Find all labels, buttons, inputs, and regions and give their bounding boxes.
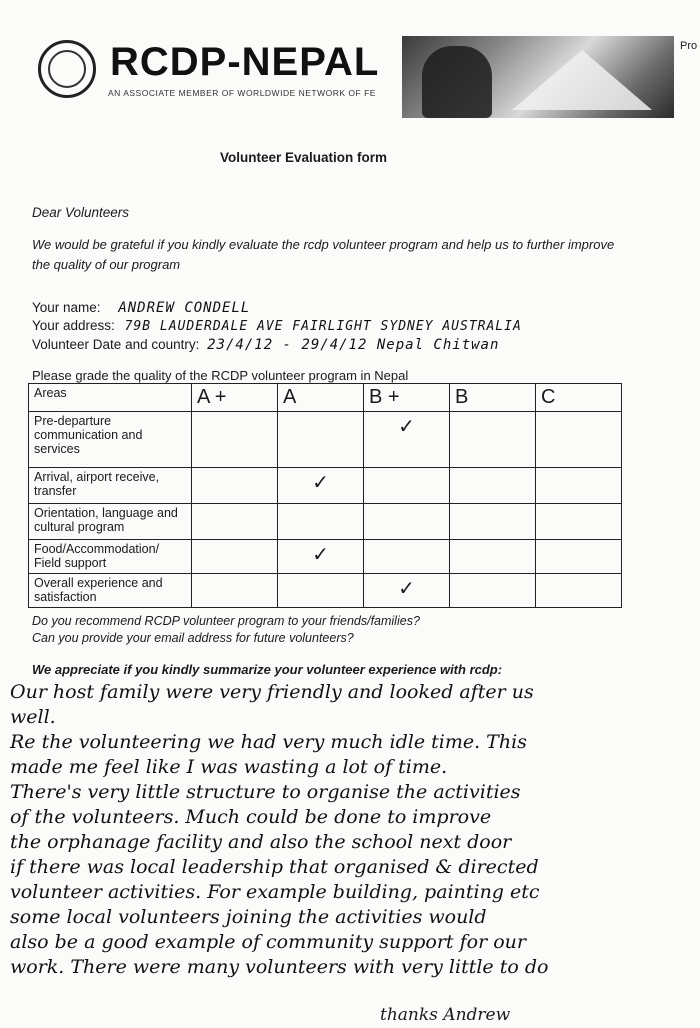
grade-cell[interactable] bbox=[536, 540, 622, 574]
grade-cell[interactable]: ✓ bbox=[278, 468, 364, 504]
header-b: B bbox=[450, 384, 536, 412]
handwritten-line: Re the volunteering we had very much idle time. This bbox=[10, 731, 527, 753]
grade-cell[interactable] bbox=[450, 468, 536, 504]
grade-cell[interactable] bbox=[364, 468, 450, 504]
date-value: 23/4/12 - 29/4/12 Nepal Chitwan bbox=[207, 337, 500, 353]
header-photo bbox=[402, 36, 674, 118]
form-title: Volunteer Evaluation form bbox=[220, 150, 388, 165]
address-label: Your address: bbox=[32, 318, 115, 333]
grade-cell[interactable] bbox=[192, 504, 278, 540]
handwritten-line: some local volunteers joining the activities would bbox=[10, 906, 487, 928]
handwritten-line: There's very little structure to organise the activities bbox=[10, 781, 521, 803]
grade-cell[interactable] bbox=[450, 540, 536, 574]
handwritten-summary bbox=[10, 680, 698, 980]
grade-header-row bbox=[29, 384, 622, 412]
area-label: Pre-departure communication and services bbox=[29, 412, 192, 468]
handwritten-line: of the volunteers. Much could be done to improve bbox=[10, 806, 492, 828]
name-label: Your name: bbox=[32, 300, 101, 315]
recommend-question: Do you recommend RCDP volunteer program to your friends/families? bbox=[32, 614, 420, 628]
header-c: C bbox=[536, 384, 622, 412]
grade-cell[interactable] bbox=[364, 540, 450, 574]
handwritten-line: made me feel like I was wasting a lot of time. bbox=[10, 756, 448, 778]
name-value: ANDREW CONDELL bbox=[118, 300, 251, 316]
grade-cell[interactable]: ✓ bbox=[364, 412, 450, 468]
greeting: Dear Volunteers bbox=[32, 205, 130, 220]
rcdp-logo-icon bbox=[38, 40, 96, 98]
grade-title: Please grade the quality of the RCDP volunteer program in Nepal bbox=[32, 368, 409, 383]
intro-text: We would be grateful if you kindly evaluate the rcdp volunteer program and help us to further improve the quality of our program bbox=[32, 237, 615, 272]
date-label: Volunteer Date and country: bbox=[32, 337, 200, 352]
handwritten-line: if there was local leadership that organised & directed bbox=[10, 856, 539, 878]
area-label: Arrival, airport receive, transfer bbox=[29, 468, 192, 504]
handwritten-line: the orphanage facility and also the school next door bbox=[10, 831, 512, 853]
grade-cell[interactable] bbox=[278, 574, 364, 608]
address-value: 79B LAUDERDALE AVE FAIRLIGHT SYDNEY AUSTRALIA bbox=[124, 319, 522, 334]
handwritten-line: Our host family were very friendly and looked after us bbox=[10, 681, 534, 703]
area-label: Orientation, language and cultural program bbox=[29, 504, 192, 540]
header-a: A bbox=[278, 384, 364, 412]
grade-cell[interactable] bbox=[450, 574, 536, 608]
grade-cell[interactable]: ✓ bbox=[364, 574, 450, 608]
grade-table bbox=[28, 383, 622, 608]
table-row bbox=[29, 412, 622, 468]
grade-cell[interactable] bbox=[278, 412, 364, 468]
handwritten-line: well. bbox=[10, 706, 56, 728]
handwritten-line: also be a good example of community support for our bbox=[10, 931, 526, 953]
table-row bbox=[29, 504, 622, 540]
grade-cell[interactable] bbox=[364, 504, 450, 540]
grade-cell[interactable] bbox=[192, 540, 278, 574]
grade-cell[interactable] bbox=[450, 412, 536, 468]
grade-cell[interactable] bbox=[192, 574, 278, 608]
grade-cell[interactable] bbox=[536, 468, 622, 504]
table-row bbox=[29, 574, 622, 608]
right-edge-text: Pro bbox=[680, 40, 698, 52]
grade-cell[interactable] bbox=[192, 412, 278, 468]
grade-cell[interactable] bbox=[536, 412, 622, 468]
grade-cell[interactable]: ✓ bbox=[278, 540, 364, 574]
area-label: Food/Accommodation/ Field support bbox=[29, 540, 192, 574]
name-field bbox=[32, 300, 250, 316]
table-row bbox=[29, 540, 622, 574]
date-field bbox=[32, 337, 499, 353]
summary-prompt: We appreciate if you kindly summarize your volunteer experience with rcdp: bbox=[32, 662, 503, 677]
grade-cell[interactable] bbox=[192, 468, 278, 504]
email-question: Can you provide your email address for future volunteers? bbox=[32, 631, 354, 645]
area-label: Overall experience and satisfaction bbox=[29, 574, 192, 608]
address-field bbox=[32, 318, 522, 334]
header-b-plus: B + bbox=[364, 384, 450, 412]
handwritten-line: work. There were many volunteers with very little to do bbox=[10, 956, 549, 978]
header-a-plus: A + bbox=[192, 384, 278, 412]
header-areas: Areas bbox=[29, 384, 192, 412]
grade-cell[interactable] bbox=[278, 504, 364, 540]
brand-tagline: AN ASSOCIATE MEMBER OF WORLDWIDE NETWORK OF FE bbox=[108, 88, 376, 98]
grade-cell[interactable] bbox=[536, 574, 622, 608]
handwritten-line: volunteer activities. For example building, painting etc bbox=[10, 881, 540, 903]
grade-cell[interactable] bbox=[536, 504, 622, 540]
table-row bbox=[29, 468, 622, 504]
signature: thanks Andrew bbox=[380, 1005, 511, 1025]
grade-cell[interactable] bbox=[450, 504, 536, 540]
brand-name: RCDP-NEPAL bbox=[110, 40, 380, 84]
